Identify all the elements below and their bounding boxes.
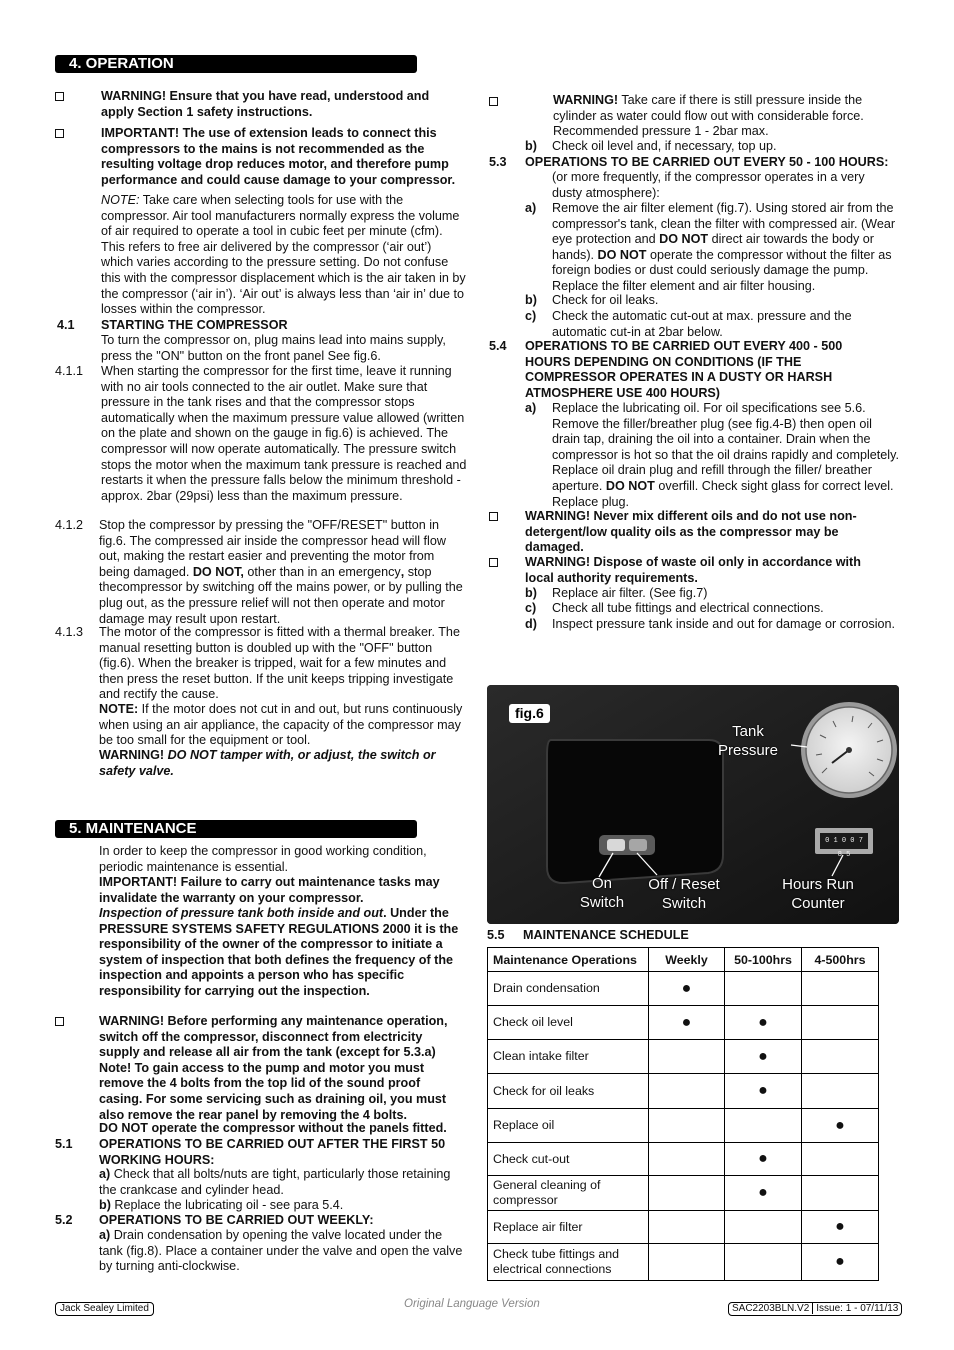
schedule-mark-cell: ●: [725, 1143, 802, 1176]
col-header: 50-100hrs: [725, 948, 802, 972]
figure-6-control-panel: [487, 685, 899, 924]
s52-a: [99, 1228, 465, 1275]
checkbox-bullet-icon: [55, 92, 64, 101]
operation-cell: Drain condensation: [488, 972, 649, 1006]
operation-cell: Replace air filter: [488, 1211, 649, 1244]
s53-a-part: direct air towards the body or hands).: [552, 232, 875, 262]
schedule-mark-cell: [649, 1211, 725, 1244]
maintenance-important: IMPORTANT! Failure to carry out maintenance tasks may invalidate the warranty on your compressor.: [99, 875, 440, 905]
table-row: [488, 1074, 879, 1109]
schedule-mark-cell: ●: [649, 972, 725, 1006]
s54-c-label: c): [525, 601, 537, 615]
warning-mix-oils: WARNING! Never mix different oils and do not use non-detergent/low quality oils as the compressor may be damaged.: [525, 509, 857, 555]
note-label: NOTE:: [101, 193, 140, 207]
s413-number: 4.1.3: [55, 625, 84, 639]
s54-a-label: a): [525, 401, 537, 415]
checkbox-bullet-icon: [489, 558, 498, 567]
important-extension-leads: IMPORTANT! The use of extension leads to connect this compressors to the mains is not recommended as the resulting voltage drop reduces motor, and therefore pump performance and could cause damage to your compressor.: [101, 126, 456, 187]
s412-number: 4.1.2: [55, 518, 84, 532]
operation-cell: Check cut-out: [488, 1143, 649, 1176]
schedule-mark-cell: [802, 1176, 879, 1211]
footer-code-issue: [728, 1302, 902, 1316]
s53-a-label: a): [525, 201, 537, 215]
s53-a-do-not: DO NOT: [659, 232, 709, 247]
label-on-switch: On Switch: [579, 875, 625, 911]
checkbox-bullet-icon: [55, 129, 64, 138]
schedule-mark-cell: ●: [802, 1109, 879, 1143]
s52-b-text: Check oil level and, if necessary, top up.: [552, 139, 777, 153]
s51-b-text: Replace the lubricating oil - see para 5.4.: [110, 1198, 344, 1212]
s53-sub: (or more frequently, if the compressor operates in a very dusty atmosphere):: [552, 170, 865, 200]
table-row: [488, 1040, 879, 1074]
schedule-mark-cell: ●: [802, 1211, 879, 1244]
s413-note-text: If the motor does not cut in and out, but runs continuously when using an air appliance, the capacity of the compressor may be too small for the equipment or tool.: [99, 702, 463, 748]
note-text: Take care when selecting tools for use with the compressor. Air tool manufacturers normally express the volume of air required to operate a tool in cubic feet per minute (cfm). This refers to free air delivered by the compressor (‘air out’) which varies according to the pressure setting. Do not confuse this with the compressor displacement which is the air taken in by the compressor (‘air in’). ‘Air out’ is always less than ‘air in’ due to losses within the compressor.: [101, 193, 466, 317]
s53-a-part: operate the compressor without the filter as foreign bodies or dust could seriously damage the pump. Replace the filter element and air filter housing.: [552, 247, 892, 293]
s413-warning: [99, 748, 465, 779]
note-air-tools: [101, 193, 467, 318]
s413-text: The motor of the compressor is fitted with a thermal breaker. The manual resetting button is doubled up with the "OFF" button (fig.6). When the breaker is tripped, wait for a few minutes and then press the reset button. If the unit keeps tripping investigate and rectify the cause.: [99, 625, 460, 702]
s53-c-label: c): [525, 309, 537, 323]
schedule-mark-cell: [725, 1211, 802, 1244]
warning-dispose-oil: WARNING! Dispose of waste oil only in accordance with local authority requirements.: [525, 555, 861, 585]
schedule-mark-cell: [725, 1244, 802, 1281]
table-row: [488, 1143, 879, 1176]
s54-a-text: [552, 401, 902, 510]
s412-part: stop thecompressor by switching off the mains power, or by pulling the plug out, as the pressure relief will not then operate and motor damage may result upon restart.: [99, 564, 463, 626]
operation-cell: Check tube fittings and electrical connections: [488, 1244, 649, 1281]
s52-number: 5.2: [55, 1213, 73, 1227]
operation-cell: Check oil level: [488, 1006, 649, 1040]
s54-c-text: Check all tube fittings and electrical connections.: [552, 601, 824, 615]
s51-a-label: a): [99, 1167, 111, 1181]
maintenance-inspection: [99, 906, 465, 1000]
schedule-mark-cell: ●: [802, 1244, 879, 1281]
checkbox-bullet-icon: [489, 97, 498, 106]
label-hours-run-counter: Hours Run Counter: [782, 876, 854, 912]
operation-cell: Check for oil leaks: [488, 1074, 649, 1109]
s54-d-label: d): [525, 617, 537, 631]
right-warning-pressure: [553, 93, 898, 140]
s52-a-text: Drain condensation by opening the valve located under the tank (fig.8). Place a container under the valve and open the valve by turning anti-clockwise.: [99, 1228, 463, 1274]
label-tank-pressure: Tank Pressure: [717, 723, 779, 759]
s413-note-label: NOTE:: [99, 702, 139, 716]
inspection-italic: Inspection of pressure tank both inside and out: [99, 906, 384, 920]
s412-part: Stop the compressor by pressing the "OFF/RESET" button in fig.6. The compressed air inside the compressor head will flow out, making the restart easier and preventing the motor from being damaged.: [99, 518, 446, 579]
schedule-mark-cell: [649, 1074, 725, 1109]
s413-warning-text: DO NOT tamper with, or adjust, the switch or safety valve.: [99, 748, 436, 778]
s412-text: [99, 518, 465, 627]
s54-a-do-not: DO NOT: [605, 478, 655, 493]
s53-a-text: [552, 201, 897, 295]
schedule-mark-cell: [802, 972, 879, 1006]
footer-company: Jack Sealey Limited: [55, 1302, 154, 1316]
s53-b-label: b): [525, 293, 537, 307]
col-header: Weekly: [649, 948, 725, 972]
s412-comma: ,: [400, 564, 405, 579]
schedule-mark-cell: [725, 1109, 802, 1143]
table-row: [488, 1006, 879, 1040]
schedule-mark-cell: [802, 1143, 879, 1176]
schedule-mark-cell: [802, 1006, 879, 1040]
s53-number: 5.3: [489, 155, 507, 169]
s54-d-text: Inspect pressure tank inside and out for damage or corrosion.: [552, 617, 896, 631]
schedule-mark-cell: [802, 1074, 879, 1109]
section-5-header: 5. MAINTENANCE: [55, 820, 417, 838]
schedule-mark-cell: [649, 1244, 725, 1281]
schedule-mark-cell: ●: [725, 1176, 802, 1211]
checkbox-bullet-icon: [55, 1017, 64, 1026]
s41-title: STARTING THE COMPRESSOR: [101, 318, 288, 332]
figure-tag: fig.6: [509, 704, 550, 723]
s54-a-part: overfill. Check sight glass for correct level. Replace plug.: [552, 478, 894, 509]
schedule-mark-cell: [649, 1143, 725, 1176]
s53-title: OPERATIONS TO BE CARRIED OUT EVERY 50 - 100 HOURS:: [525, 155, 889, 169]
s51-b: [99, 1198, 465, 1214]
schedule-mark-cell: ●: [725, 1040, 802, 1074]
s55-number: 5.5: [487, 928, 505, 942]
s54-b-text: Replace air filter. (See fig.7): [552, 586, 708, 600]
schedule-mark-cell: [649, 1109, 725, 1143]
s41-text: To turn the compressor on, plug mains lead into mains supply, press the "ON" button on the front panel See fig.6.: [101, 333, 446, 363]
maintenance-schedule-table: [487, 947, 879, 1281]
s413-warning-label: WARNING!: [99, 748, 168, 762]
s413-note: [99, 702, 465, 749]
col-header: Maintenance Operations: [488, 948, 649, 972]
table-row: [488, 1109, 879, 1143]
operation-cell: Replace oil: [488, 1109, 649, 1143]
s53-c-text: Check the automatic cut-out at max. pressure and the automatic cut-in at 2bar below.: [552, 309, 852, 339]
s41-number: 4.1: [57, 318, 75, 332]
hours-counter-digits: 0 1 0 0 7 8 5: [825, 837, 863, 859]
s54-title: OPERATIONS TO BE CARRIED OUT EVERY 400 - 500 HOURS DEPENDING ON CONDITIONS (IF THE COMPRESSOR OPERATES IN A DUSTY OR HARSH ATMOSPHERE USE 400 HOURS): [525, 339, 843, 400]
footer-code: SAC2203BLN.V2: [729, 1303, 813, 1314]
s411-number: 4.1.1: [55, 364, 84, 378]
table-row: [488, 1176, 879, 1211]
s53-b-text: Check for oil leaks.: [552, 293, 659, 307]
s52-b-label: b): [525, 139, 537, 153]
s54-a-part: Replace the lubricating oil. For oil specifications see 5.6. Remove the filler/breather plug (see fig.4-B) then open oil drain tap, draining the oil into a container. Drain when the compressor is hot so that the oil drains rapidly and completely. Replace oil drain plug and refill through the filler/ breather aperture.: [552, 401, 899, 493]
inspection-text: . Under the PRESSURE SYSTEMS SAFETY REGULATIONS 2000 it is the responsibility of the owner of the compressor to initiate a system of inspection that both defines the frequency of the inspection and appoints a person who has specific responsibility for carrying out the inspection.: [99, 906, 459, 998]
schedule-mark-cell: [725, 972, 802, 1006]
maintenance-intro: In order to keep the compressor in good working condition, periodic maintenance is essential.: [99, 844, 427, 874]
operation-cell: Clean intake filter: [488, 1040, 649, 1074]
table-header-row: [488, 948, 879, 972]
schedule-mark-cell: ●: [725, 1074, 802, 1109]
table-row: [488, 1211, 879, 1244]
s412-part: other than in an emergency: [243, 564, 401, 579]
footer-language: Original Language Version: [404, 1298, 540, 1310]
col-header: 4-500hrs: [802, 948, 879, 972]
section-4-header: 4. OPERATION: [55, 55, 417, 73]
s53-a-part: Remove the air filter element (fig.7). Using stored air from the compressor's tank, clean the filter with compressed air. (Wear eye protection and: [552, 201, 896, 247]
checkbox-bullet-icon: [489, 512, 498, 521]
warning-safety: WARNING! Ensure that you have read, understood and apply Section 1 safety instructions.: [101, 89, 430, 119]
table-row: [488, 1244, 879, 1281]
schedule-mark-cell: [649, 1040, 725, 1074]
s51-a-text: Check that all bolts/nuts are tight, particularly those retaining the crankcase and cylinder head.: [99, 1167, 451, 1197]
schedule-mark-cell: [649, 1176, 725, 1211]
s52-a-label: a): [99, 1228, 111, 1242]
s51-title: OPERATIONS TO BE CARRIED OUT AFTER THE FIRST 50 WORKING HOURS:: [99, 1137, 446, 1167]
label-off-reset-switch: Off / Reset Switch: [648, 876, 720, 912]
operation-cell: General cleaning of compressor: [488, 1176, 649, 1211]
schedule-mark-cell: ●: [725, 1006, 802, 1040]
schedule-mark-cell: [802, 1040, 879, 1074]
s412-do-not: DO NOT,: [192, 564, 244, 579]
s51-b-label: b): [99, 1198, 111, 1212]
s52-title: OPERATIONS TO BE CARRIED OUT WEEKLY:: [99, 1213, 374, 1227]
maintenance-warning: WARNING! Before performing any maintenance operation, switch off the compressor, disconnect from electricity supply and release all air from the tank (except for 5.3.a) Note! To gain access to the pump and motor you must remove the 4 bolts from the top lid of the sound proof casing. For some servicing such as draining oil, you must also remove the rear panel by removing the 4 bolts.: [99, 1014, 448, 1122]
s54-b-label: b): [525, 586, 537, 600]
s54-number: 5.4: [489, 339, 507, 353]
schedule-mark-cell: ●: [649, 1006, 725, 1040]
s51-a: [99, 1167, 465, 1198]
footer-issue: Issue: 1 - 07/11/13: [816, 1303, 899, 1314]
maintenance-warning-2: DO NOT operate the compressor without the panels fitted.: [99, 1121, 447, 1135]
table-row: [488, 972, 879, 1006]
s53-a-do-not: DO NOT: [597, 247, 647, 262]
s55-title: MAINTENANCE SCHEDULE: [523, 928, 689, 942]
warning-label: WARNING!: [553, 93, 619, 107]
s411-text: When starting the compressor for the first time, leave it running with no air tools connected to the air outlet. Make sure that pressure in the tank rises and that the compressor stops automatically when the maximum pressure value allowed (written on the plate and shown on the gauge in fig.6) is achieved. The compressor will now operate automatically. The pressure switch stops the motor when the maximum tank pressure is reached and restarts it when the pressure falls below the minimum threshold - approx. 2bar (29psi) less than the maximum pressure.: [101, 364, 467, 503]
warning-text: Take care if there is still pressure inside the cylinder as water could flow out with considerable force. Recommended pressure 1 - 2bar max.: [553, 93, 864, 139]
s51-number: 5.1: [55, 1137, 73, 1151]
